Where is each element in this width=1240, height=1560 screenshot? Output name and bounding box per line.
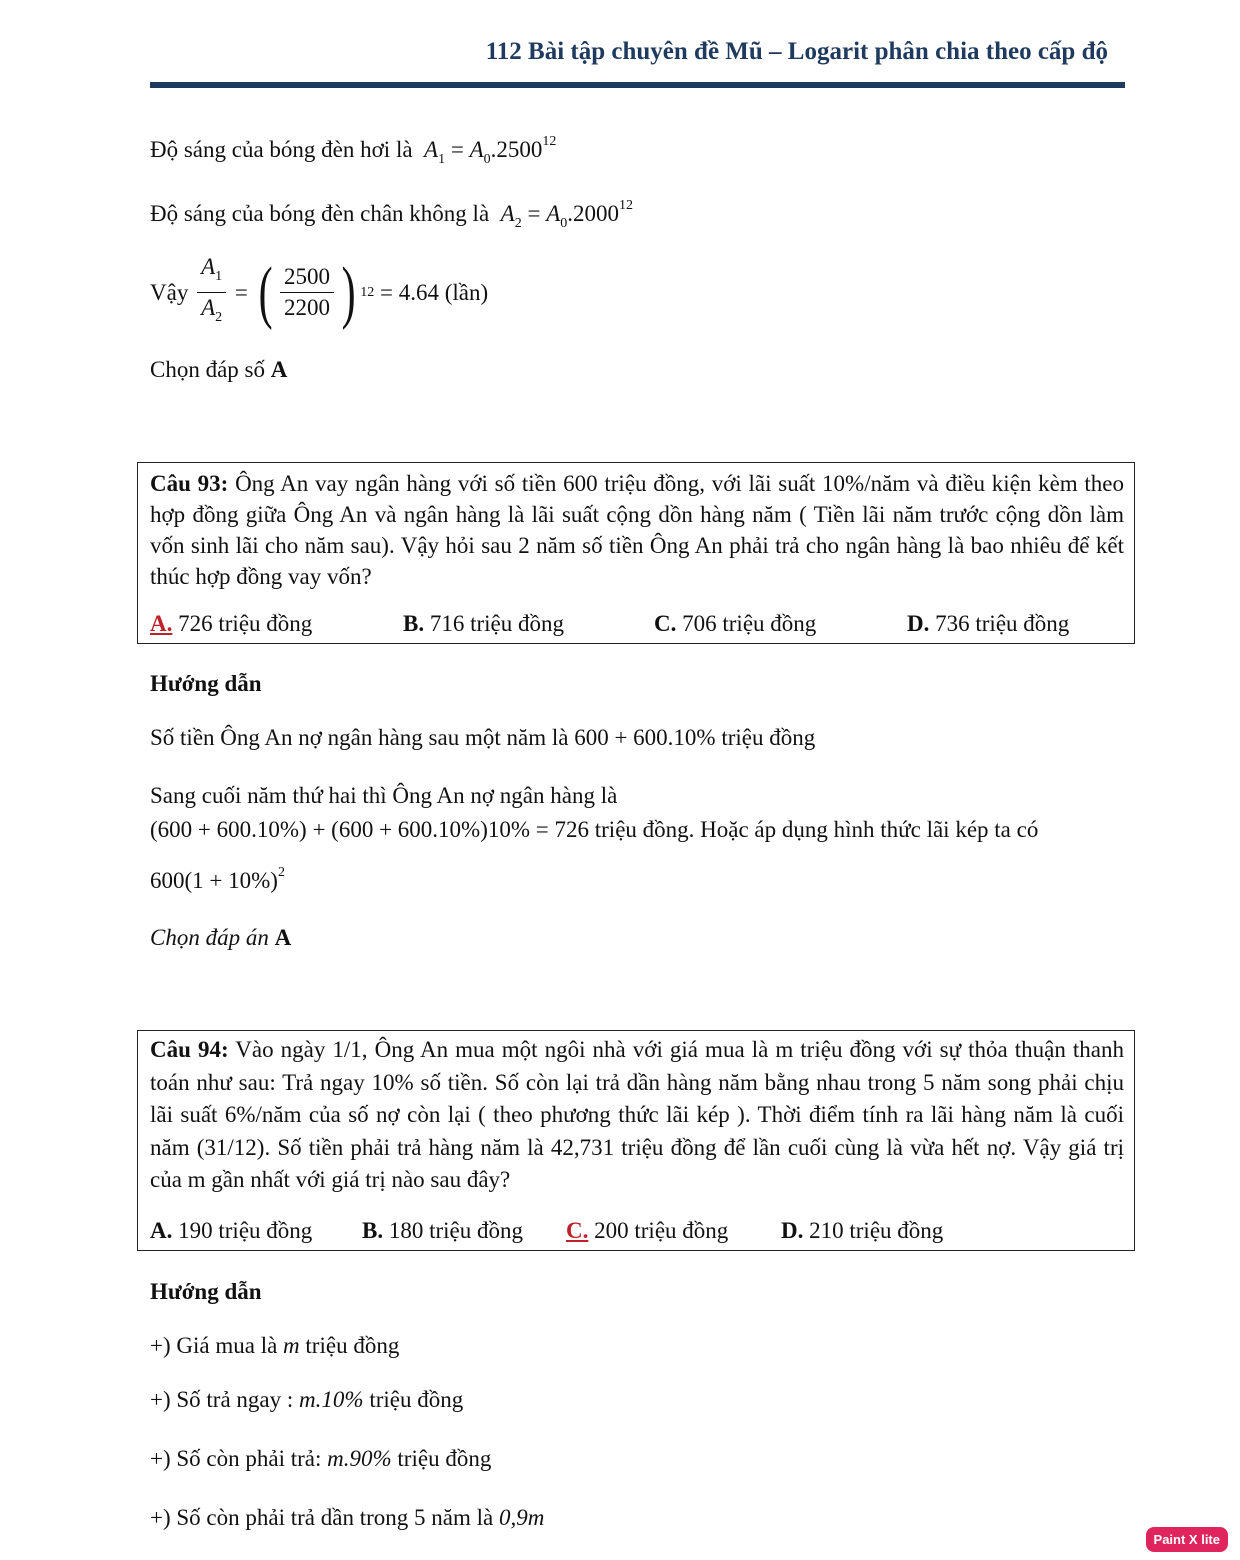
brightness-vapor-line: Độ sáng của bóng đèn hơi là $A_1 = A_0.2500^{12}$	[150, 134, 557, 167]
solution-93-line-2: Sang cuối năm thứ hai thì Ông An nợ ngân hàng là	[150, 783, 618, 808]
q94-option-b[interactable]: B. 180 triệu đồng	[362, 1218, 523, 1243]
brightness-vapor-formula: $A_1 = A_0.2500^{12}$	[424, 134, 557, 167]
solution-94-line-4: +) Số còn phải trả dần trong 5 năm là 0,9m	[150, 1505, 545, 1530]
solution-94-heading: Hướng dẫn	[150, 1279, 262, 1304]
solution-93-heading: Hướng dẫn	[150, 671, 262, 696]
solution-94-line-1: +) Giá mua là m triệu đồng	[150, 1333, 400, 1358]
choose-answer-93: Chọn đáp án A	[150, 925, 292, 950]
question-93-text: Câu 93: Ông An vay ngân hàng với số tiền 600 triệu đồng, với lãi suất 10%/năm và điều kiện kèm theo hợp đồng giữa Ông An và ngân hàng là lãi suất cộng dồn hàng năm ( Tiền lãi năm trước cộng dồn làm vốn sinh lãi cho năm sau). Vậy hỏi sau 2 năm số tiền Ông An phải trả cho ngân hàng là bao nhiêu để kết thúc hợp đồng vay vốn?	[150, 471, 1125, 589]
paint-x-lite-watermark: Paint X lite	[1146, 1527, 1228, 1552]
q93-option-a[interactable]: A. 726 triệu đồng	[150, 611, 313, 636]
question-93-box	[137, 462, 1135, 644]
q93-option-b[interactable]: B. 716 triệu đồng	[403, 611, 564, 636]
ratio-formula-line: Vậy $\frac{A_1}{A_2}$ = ( $\frac{2500}{2200}$ ) 12 = 4.64 (lần)	[150, 255, 488, 330]
brightness-vacuum-line: Độ sáng của bóng đèn chân không là $A_2 = A_0.2000^{12}$	[150, 198, 634, 231]
solution-93-line-4: $600(1 + 10\%)^2$	[150, 865, 285, 893]
choose-answer-92: Chọn đáp số A	[150, 357, 288, 382]
solution-93-line-3: (600 + 600.10%) + (600 + 600.10%)10% = 726 triệu đồng. Hoặc áp dụng hình thức lãi kép ta có	[150, 817, 1039, 842]
page-header-title: 112 Bài tập chuyên đề Mũ – Logarit phân chia theo cấp độ	[485, 38, 1108, 65]
solution-93-line-1: Số tiền Ông An nợ ngân hàng sau một năm là 600 + 600.10% triệu đồng	[150, 725, 816, 750]
question-94-text: Câu 94: Vào ngày 1/1, Ông An mua một ngôi nhà với giá mua là m triệu đồng với sự thỏa thuận thanh toán như sau: Trả ngay 10% số tiền. Số còn lại trả dần hàng năm bằng nhau trong 5 năm song phải chịu lãi suất 6%/năm của số nợ còn lại ( theo phương thức lãi kép ). Thời điểm tính ra lãi hàng năm là cuối năm (31/12). Số tiền phải trả hàng năm là 42,731 triệu đồng để lần cuối cùng là vừa hết nợ. Vậy giá trị của m gần nhất với giá trị nào sau đây?	[150, 1037, 1125, 1192]
inner-fraction: $\frac{2500}{2200}$	[280, 262, 334, 323]
ratio-fraction: $\frac{A_1}{A_2}$	[197, 252, 226, 333]
q94-option-d[interactable]: D. 210 triệu đồng	[781, 1218, 944, 1243]
q94-option-a[interactable]: A. 190 triệu đồng	[150, 1218, 313, 1243]
solution-94-line-2: +) Số trả ngay : m.10% triệu đồng	[150, 1387, 464, 1412]
q93-option-d[interactable]: D. 736 triệu đồng	[907, 611, 1070, 636]
question-94-box	[137, 1030, 1135, 1251]
q93-option-c[interactable]: C. 706 triệu đồng	[654, 611, 817, 636]
header-divider	[150, 82, 1125, 88]
solution-94-line-3: +) Số còn phải trả: m.90% triệu đồng	[150, 1446, 492, 1471]
q94-option-c[interactable]: C. 200 triệu đồng	[566, 1218, 729, 1243]
brightness-vacuum-formula: $A_2 = A_0.2000^{12}$	[500, 198, 634, 231]
